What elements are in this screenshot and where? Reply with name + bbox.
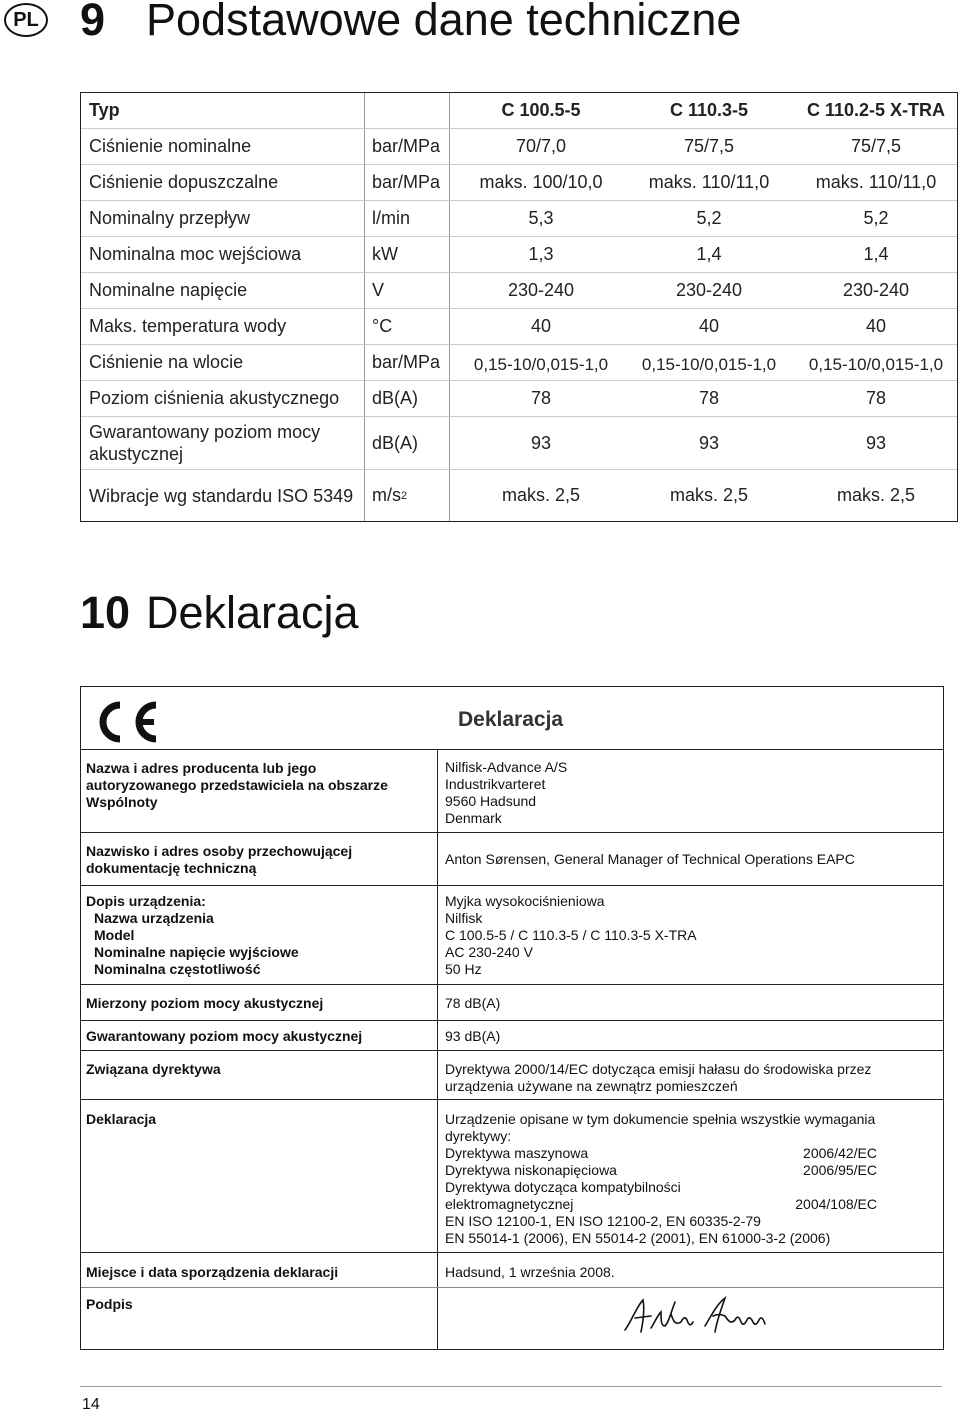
row-label: Nominalne napięcie bbox=[89, 280, 248, 300]
row-unit: m/s 2 bbox=[372, 485, 408, 505]
row-label: Ciśnienie nominalne bbox=[89, 136, 252, 156]
header-type: Typ bbox=[89, 100, 120, 120]
row-value: 1,4 bbox=[696, 244, 722, 264]
guaranteed-label: Gwarantowany poziom mocy akustycznej bbox=[86, 1028, 363, 1044]
row-unit: kW bbox=[372, 244, 398, 264]
language-code: PL bbox=[13, 8, 39, 31]
header-model-1: C 100.5-5 bbox=[501, 100, 581, 120]
row-label: Nominalna moc wejściowa bbox=[89, 244, 302, 264]
row-value: 0,15-10/0,015-1,0 bbox=[473, 355, 609, 374]
row-value: maks. 2,5 bbox=[836, 485, 916, 505]
row-unit: dB(A) bbox=[372, 432, 419, 453]
row-value: 5,3 bbox=[528, 208, 554, 228]
row-value: 5,2 bbox=[696, 208, 722, 228]
language-badge bbox=[4, 3, 48, 37]
manufacturer-address: Nilfisk-Advance A/S Industrikvarteret 9560 Hadsund Denmark bbox=[445, 759, 568, 826]
row-value: 78 bbox=[530, 388, 552, 408]
table-row bbox=[81, 345, 957, 381]
row-unit: dB(A) bbox=[372, 388, 419, 408]
table-row bbox=[81, 237, 957, 273]
footer-divider bbox=[80, 1386, 942, 1387]
row-value: maks. 2,5 bbox=[669, 485, 749, 505]
row-value: 78 bbox=[698, 388, 720, 408]
row-value: 93 bbox=[530, 432, 552, 453]
row-value: 40 bbox=[865, 316, 887, 336]
row-value: 70/7,0 bbox=[515, 136, 567, 156]
row-label: Ciśnienie na wlocie bbox=[89, 352, 244, 372]
row-value: 40 bbox=[530, 316, 552, 336]
row-label: Maks. temperatura wody bbox=[89, 316, 287, 336]
device-values: Myjka wysokociśnieniowa Nilfisk C 100.5-5 / C 110.3-5 / C 110.3-5 X-TRA AC 230-240 V 50 Hz bbox=[445, 893, 697, 977]
directive-value: Dyrektywa 2000/14/EC dotycząca emisji hałasu do środowiska przez urządzenia używane na zewnątrz pomieszczeń bbox=[445, 1061, 872, 1094]
signature-image bbox=[621, 1292, 771, 1342]
row-value: 230-240 bbox=[507, 280, 575, 300]
row-label: Ciśnienie dopuszczalne bbox=[89, 172, 279, 192]
row-value: 0,15-10/0,015-1,0 bbox=[641, 355, 777, 374]
declaration-box bbox=[80, 686, 944, 1350]
row-value: 75/7,5 bbox=[683, 136, 735, 156]
row-label: Wibracje wg standardu ISO 5349 bbox=[89, 485, 354, 506]
row-value: 1,4 bbox=[863, 244, 889, 264]
row-value: 75/7,5 bbox=[850, 136, 902, 156]
header-model-3: C 110.2-5 X-TRA bbox=[806, 100, 946, 120]
measured-label: Mierzony poziom mocy akustycznej bbox=[86, 995, 324, 1011]
table-row bbox=[81, 381, 957, 417]
declaration-title: Deklaracja bbox=[458, 708, 564, 731]
row-unit: °C bbox=[372, 316, 393, 336]
section-10-heading bbox=[80, 587, 359, 639]
table-row bbox=[81, 273, 957, 309]
section-number: 9 bbox=[80, 0, 106, 45]
declaration-label: Deklaracja bbox=[86, 1111, 157, 1127]
row-unit: bar/MPa bbox=[372, 172, 441, 192]
manufacturer-label: Nazwa i adres producenta lub jego autoryzowanego przedstawiciela na obszarze Wspólnoty bbox=[86, 760, 388, 810]
ce-mark-icon bbox=[90, 699, 160, 745]
device-label: Dopis urządzenia: Nazwa urządzenia Model Nominalne napięcie wyjściowe Nominalna częstotliwość bbox=[86, 893, 299, 977]
table-header-row bbox=[81, 93, 957, 129]
row-value: maks. 100/10,0 bbox=[479, 172, 603, 192]
row-label: Nominalny przepływ bbox=[89, 208, 251, 228]
page-number: 14 bbox=[82, 1396, 100, 1413]
row-label: Gwarantowany poziom mocy akustycznej bbox=[89, 422, 321, 464]
row-unit: bar/MPa bbox=[372, 136, 441, 156]
place-date-value: Hadsund, 1 września 2008. bbox=[445, 1264, 615, 1280]
row-label: Poziom ciśnienia akustycznego bbox=[89, 388, 340, 408]
section-title: Deklaracja bbox=[146, 587, 359, 638]
row-unit: bar/MPa bbox=[372, 352, 441, 372]
row-value: 78 bbox=[865, 388, 887, 408]
table-row bbox=[81, 129, 957, 165]
table-row bbox=[81, 417, 957, 470]
row-unit: l/min bbox=[372, 208, 411, 228]
row-value: 230-240 bbox=[675, 280, 743, 300]
measured-value: 78 dB(A) bbox=[445, 995, 501, 1011]
header-model-2: C 110.3-5 bbox=[669, 100, 749, 120]
row-value: 0,15-10/0,015-1,0 bbox=[808, 355, 944, 374]
section-title: Podstawowe dane techniczne bbox=[146, 0, 742, 45]
technical-data-table bbox=[80, 92, 958, 522]
techdoc-label: Nazwisko i adres osoby przechowującej dokumentację techniczną bbox=[86, 843, 353, 876]
row-unit: V bbox=[372, 280, 385, 300]
table-row bbox=[81, 165, 957, 201]
table-row bbox=[81, 470, 957, 521]
section-9-heading bbox=[80, 0, 741, 46]
row-value: 93 bbox=[698, 432, 720, 453]
section-number: 10 bbox=[80, 587, 131, 638]
row-value: maks. 2,5 bbox=[501, 485, 581, 505]
techdoc-value: Anton Sørensen, General Manager of Technical Operations EAPC bbox=[445, 851, 855, 867]
table-row bbox=[81, 201, 957, 237]
place-date-label: Miejsce i data sporządzenia deklaracji bbox=[86, 1264, 339, 1280]
declaration-text: Urządzenie opisane w tym dokumencie spełnia wszystkie wymagania dyrektywy: Dyrektywa maszynowa 2006/42/EC Dyrektywa niskonapięciowa 2006/95/EC Dyrektywa dotycząca kompatybilności elektromagnetycznej 2004/108/EC EN ISO 12100-1, EN ISO 12100-2, EN 60335-2-79 EN 55014-1 (2006), EN 55014-2 (2001), EN 61000-3-2 (2006) bbox=[445, 1111, 877, 1246]
directive-label: Związana dyrektywa bbox=[86, 1061, 221, 1077]
row-value: 5,2 bbox=[863, 208, 889, 228]
table-row bbox=[81, 309, 957, 345]
guaranteed-value: 93 dB(A) bbox=[445, 1028, 501, 1044]
row-value: 230-240 bbox=[842, 280, 910, 300]
row-value: 93 bbox=[865, 432, 887, 453]
row-value: 1,3 bbox=[528, 244, 554, 264]
row-value: maks. 110/11,0 bbox=[815, 172, 937, 192]
row-value: maks. 110/11,0 bbox=[648, 172, 770, 192]
row-value: 40 bbox=[698, 316, 720, 336]
signature-label: Podpis bbox=[86, 1296, 133, 1312]
